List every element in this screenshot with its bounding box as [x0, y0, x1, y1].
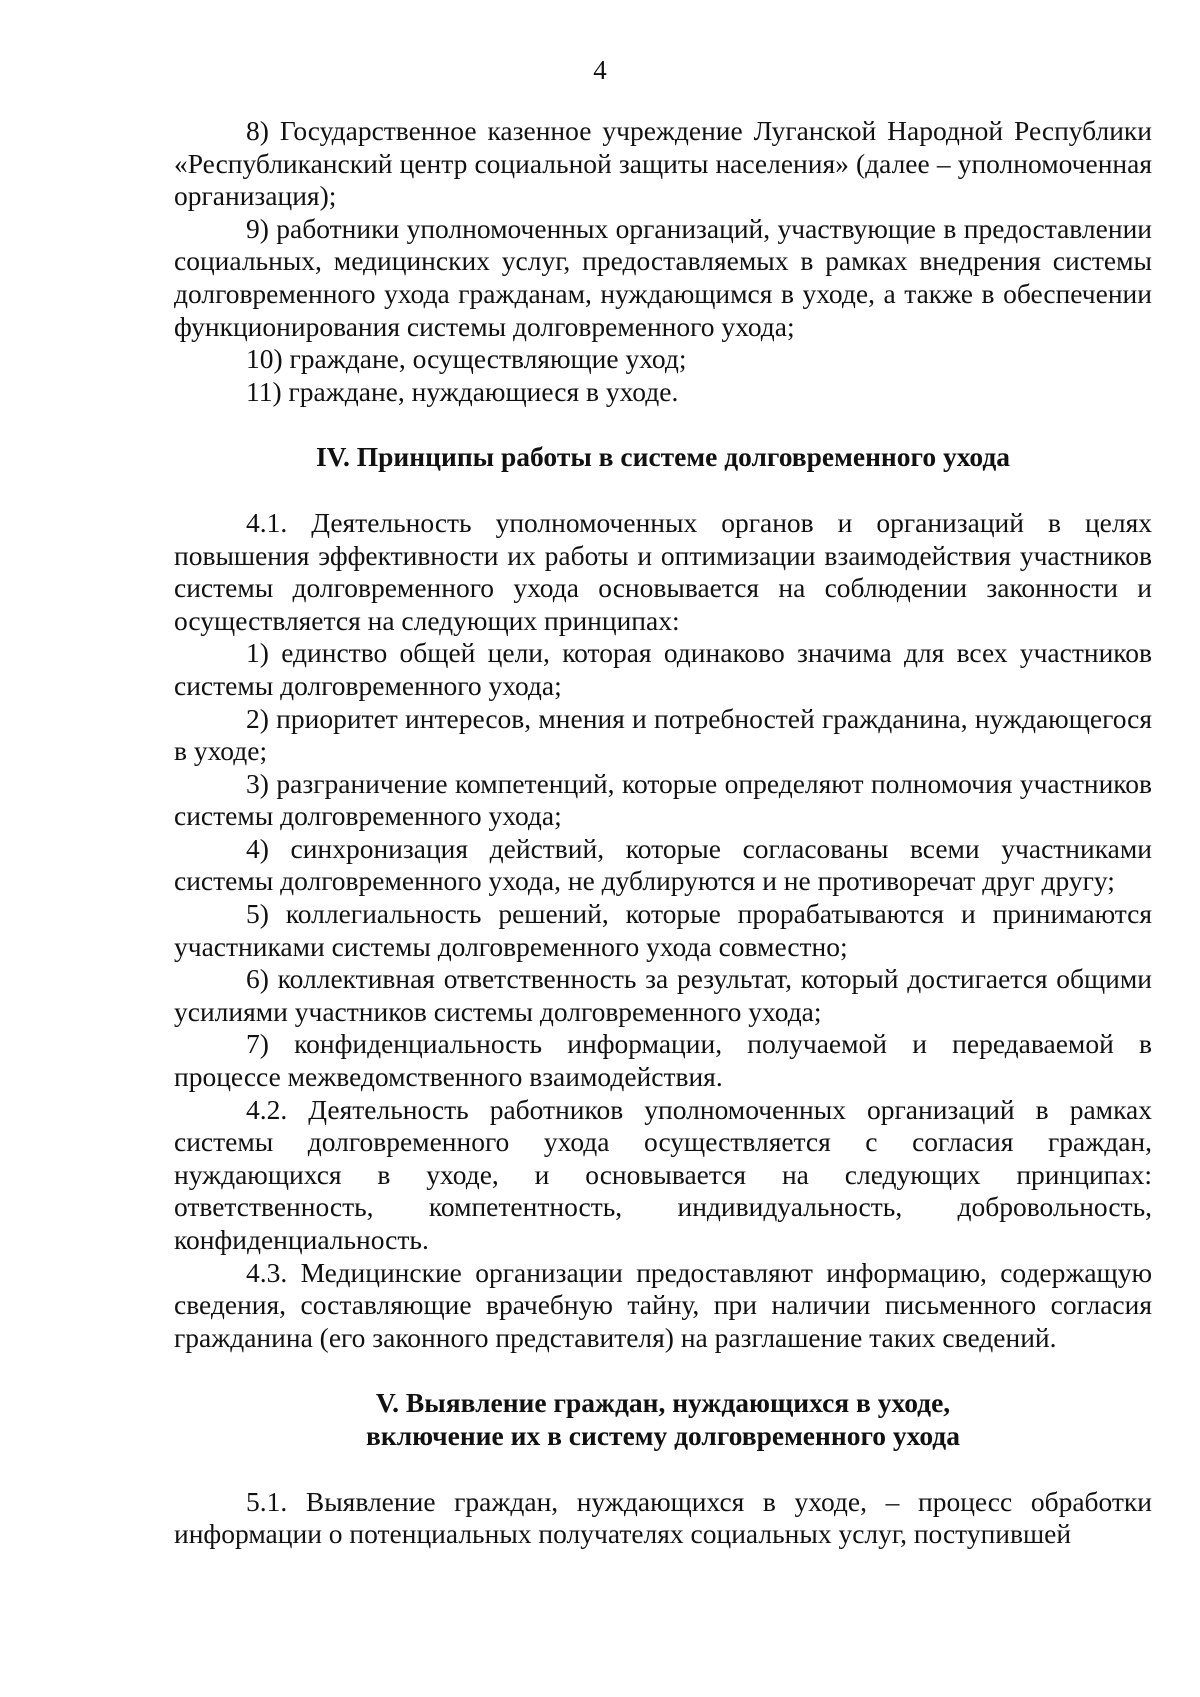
paragraph-4-1: 4.1. Деятельность уполномоченных органов и организаций в целях повышения эффективности их работы и оптимизации взаимодействия участников системы долговременного ухода основывается на соблюдении законности и осуществляется на следующих принципах: — [174, 506, 1152, 636]
paragraph-5-1: 5.1. Выявление граждан, нуждающихся в уходе, – процесс обработки информации о потенциальных получателях социальных услуг, поступившей — [174, 1485, 1152, 1550]
list-item: 9) работники уполномоченных организаций, участвующие в предоставлении социальных, медицинских услуг, предоставляемых в рамках внедрения системы долговременного ухода гражданам, нуждающимся в уходе, а также в обеспечении функционирования системы долговременного ухода; — [174, 212, 1152, 342]
page-number: 4 — [593, 55, 607, 85]
list-item: 5) коллегиальность решений, которые прорабатываются и принимаются участниками системы долговременного ухода совместно; — [174, 898, 1152, 962]
section-heading-v-line1: V. Выявление граждан, нуждающихся в уходе, — [375, 1387, 951, 1419]
list-item: 2) приоритет интересов, мнения и потребностей гражданина, нуждающегося в уходе; — [174, 702, 1152, 767]
list-item: 3) разграничение компетенций, которые определяют полномочия участников системы долговременного ухода; — [174, 767, 1152, 832]
list-item: 10) граждане, осуществляющие уход; — [246, 343, 687, 375]
list-item: 4) синхронизация действий, которые согласованы всеми участниками системы долговременного ухода, не дублируются и не противоречат друг другу; — [174, 832, 1152, 897]
list-item: 7) конфиденциальность информации, получаемой и передаваемой в процессе межведомственного взаимодействия. — [174, 1028, 1152, 1093]
list-item: 1) единство общей цели, которая одинаково значима для всех участников системы долговременного ухода; — [174, 637, 1152, 701]
document-body — [174, 115, 1152, 1551]
paragraph-4-3: 4.3. Медицинские организации предоставляют информацию, содержащую сведения, составляющие врачебную тайну, при наличии письменного согласия гражданина (его законного представителя) на разглашение таких сведений. — [174, 1256, 1152, 1353]
list-item: 11) граждане, нуждающиеся в уходе. — [246, 375, 679, 407]
section-heading-iv: IV. Принципы работы в системе долговременного ухода — [315, 441, 1011, 473]
list-item: 8) Государственное казенное учреждение Луганской Народной Республики «Республиканский центр социальной защиты населения» (далее – уполномоченная организация); — [174, 115, 1152, 212]
list-item: 6) коллективная ответственность за результат, который достигается общими усилиями участников системы долговременного ухода; — [174, 963, 1152, 1027]
section-heading-v-line2: включение их в систему долговременного ухода — [366, 1419, 960, 1451]
paragraph-4-2: 4.2. Деятельность работников уполномоченных организаций в рамках системы долговременного ухода осуществляется с согласия граждан, нуждающихся в уходе, и основывается на следующих принципах: ответственность, компетентность, индивидуальность, добровольность, конфиденциальность. — [174, 1093, 1152, 1255]
